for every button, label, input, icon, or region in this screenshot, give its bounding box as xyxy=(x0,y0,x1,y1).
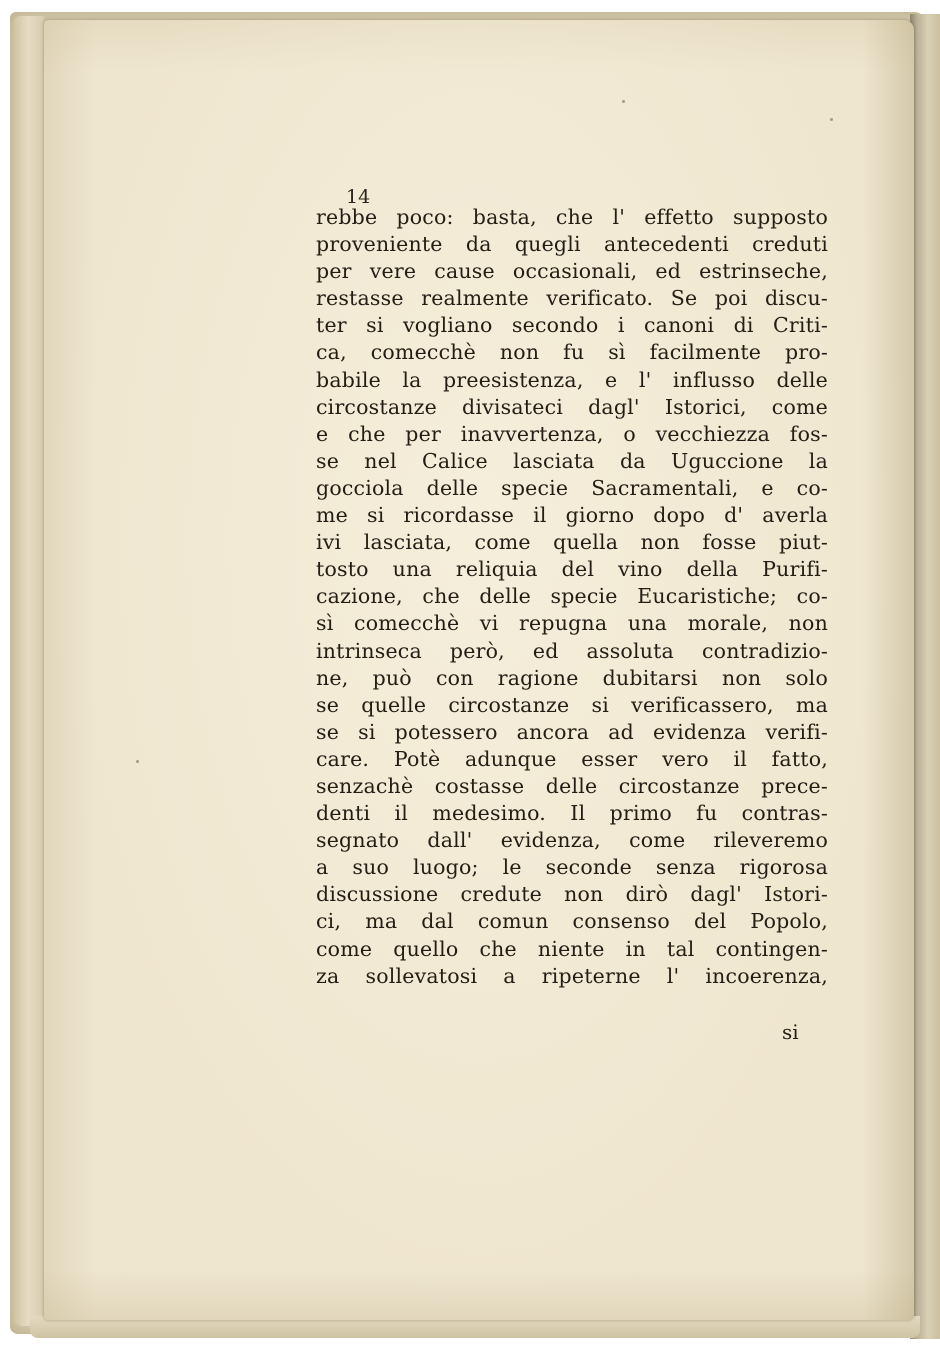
text-line: circostanze divisateci dagl' Istorici, come xyxy=(316,394,828,419)
text-line: babile la preesistenza, e l' influsso delle xyxy=(316,367,828,392)
text-line: ter si vogliano secondo i canoni di Criti- xyxy=(316,313,828,338)
text-line: gocciola delle specie Sacramentali, e co- xyxy=(316,475,828,500)
text-line: segnato dall' evidenza, come rileveremo xyxy=(316,828,828,853)
text-line: proveniente da quegli antecedenti creduti xyxy=(316,232,828,257)
text-line: ne, può con ragione dubitarsi non solo xyxy=(316,665,828,690)
paper-speck xyxy=(830,118,833,121)
book-spine-edge xyxy=(14,16,44,1326)
text-line: ca, comecchè non fu sì facilmente pro- xyxy=(316,340,828,365)
paper-speck xyxy=(136,760,139,763)
catchword: si xyxy=(782,1020,799,1044)
text-line: tosto una reliquia del vino della Purifi- xyxy=(316,557,828,582)
text-line: per vere cause occasionali, ed estrinseche, xyxy=(316,259,828,284)
text-line: rebbe poco: basta, che l' effetto supposto xyxy=(316,205,828,229)
page-number: 14 xyxy=(346,186,371,208)
text-line: se si potessero ancora ad evidenza verifi- xyxy=(316,719,828,744)
text-line: me si ricordasse il giorno dopo d' averla xyxy=(316,503,828,528)
text-line: ivi lasciata, come quella non fosse piut- xyxy=(316,530,828,555)
text-line: e che per inavvertenza, o vecchiezza fos- xyxy=(316,421,828,446)
body-text xyxy=(316,204,828,990)
text-line: senzachè costasse delle circostanze prece- xyxy=(316,773,828,798)
paper-speck xyxy=(622,100,625,103)
text-line: intrinseca però, ed assoluta contradizio- xyxy=(316,638,828,663)
text-line: denti il medesimo. Il primo fu contras- xyxy=(316,801,828,826)
text-line: care. Potè adunque esser vero il fatto, xyxy=(316,746,828,771)
text-line: se nel Calice lasciata da Uguccione la xyxy=(316,448,828,473)
text-line: se quelle circostanze si verificassero, ma xyxy=(316,692,828,717)
text-line: restasse realmente verificato. Se poi discu- xyxy=(316,286,828,311)
text-line: cazione, che delle specie Eucaristiche; co- xyxy=(316,584,828,609)
text-line: sì comecchè vi repugna una morale, non xyxy=(316,611,828,636)
facing-page-edge xyxy=(910,14,940,1339)
text-line: za sollevatosi a ripeterne l' incoerenza, xyxy=(316,963,828,988)
text-line: discussione credute non dirò dagl' Istori- xyxy=(316,882,828,907)
text-line: ci, ma dal comun consenso del Popolo, xyxy=(316,909,828,934)
text-line: come quello che niente in tal contingen- xyxy=(316,936,828,961)
text-line: a suo luogo; le seconde senza rigorosa xyxy=(316,855,828,880)
